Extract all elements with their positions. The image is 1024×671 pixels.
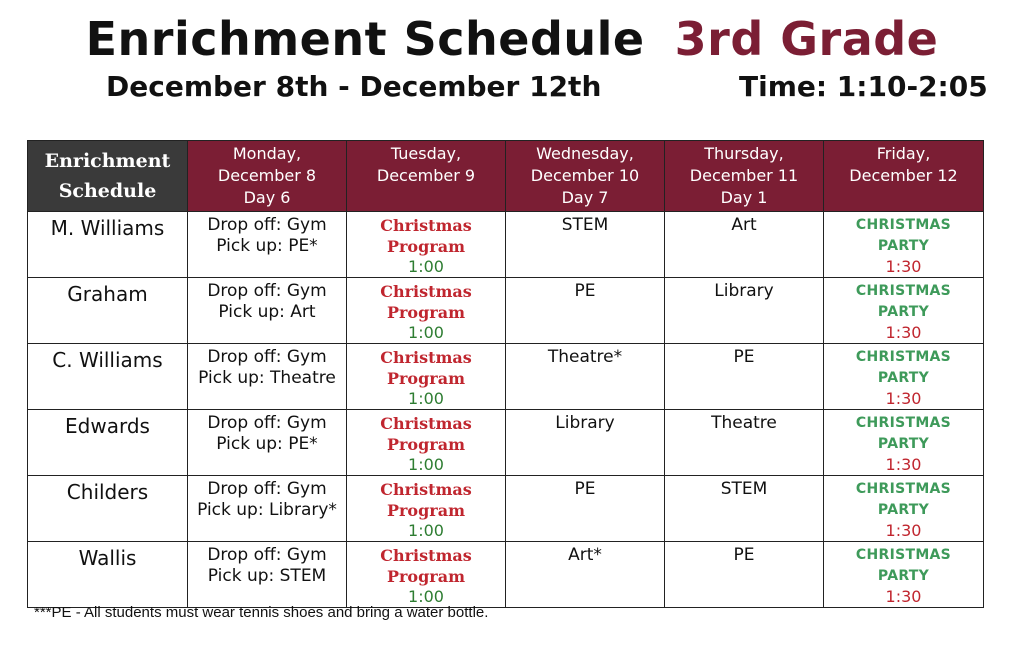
teacher-cell: M. Williams: [28, 212, 188, 278]
monday-cell: [188, 212, 347, 278]
header-line: December 9: [376, 166, 476, 185]
monday-cell: [188, 344, 347, 410]
header-line: December 8: [217, 166, 317, 185]
teacher-cell: Graham: [28, 278, 188, 344]
date-range: December 8th - December 12th: [106, 70, 602, 103]
dropoff-text: Drop off: Gym: [207, 479, 327, 499]
header-line: December 12: [849, 166, 958, 185]
schedule-body: [28, 212, 984, 608]
event-name: CHRISTMAS: [855, 283, 952, 299]
table-row: [28, 278, 984, 344]
monday-cell: [188, 410, 347, 476]
event-name: CHRISTMAS: [855, 481, 952, 497]
wednesday-cell: STEM: [506, 212, 665, 278]
tuesday-cell: [347, 410, 506, 476]
event-name: PARTY: [877, 238, 930, 254]
dropoff-text: Drop off: Gym: [207, 215, 327, 235]
thursday-cell: PE: [665, 344, 824, 410]
event-name: Program: [386, 501, 466, 520]
column-header-thursday: [665, 141, 824, 212]
column-header-tuesday: [347, 141, 506, 212]
table-row: [28, 410, 984, 476]
table-row: [28, 542, 984, 608]
corner-header: [28, 141, 188, 212]
dropoff-text: Drop off: Gym: [207, 413, 327, 433]
event-name: Christmas: [380, 414, 472, 433]
event-name: Program: [386, 435, 466, 454]
friday-cell: [824, 212, 984, 278]
event-time: 1:00: [408, 257, 444, 276]
event-time: 1:30: [885, 389, 922, 408]
friday-cell: [824, 344, 984, 410]
event-time: 1:30: [885, 455, 922, 474]
corner-line: Enrichment: [44, 150, 171, 172]
header-line: December 10: [530, 166, 640, 185]
wednesday-cell: Library: [506, 410, 665, 476]
pickup-text: Pick up: PE*: [216, 434, 318, 454]
tuesday-cell: [347, 278, 506, 344]
tuesday-cell: [347, 212, 506, 278]
header-line: Tuesday,: [390, 144, 462, 163]
teacher-cell: Wallis: [28, 542, 188, 608]
thursday-cell: PE: [665, 542, 824, 608]
column-header-wednesday: [506, 141, 665, 212]
event-name: Christmas: [380, 216, 472, 235]
event-time: 1:00: [408, 521, 444, 540]
teacher-cell: Childers: [28, 476, 188, 542]
dropoff-text: Drop off: Gym: [207, 347, 327, 367]
teacher-cell: C. Williams: [28, 344, 188, 410]
event-name: CHRISTMAS: [855, 349, 952, 365]
monday-cell: [188, 476, 347, 542]
event-name: Christmas: [380, 282, 472, 301]
event-name: CHRISTMAS: [855, 415, 952, 431]
schedule-table: [27, 140, 984, 608]
friday-cell: [824, 278, 984, 344]
monday-cell: [188, 542, 347, 608]
time-range: Time: 1:10-2:05: [739, 70, 988, 103]
pickup-text: Pick up: PE*: [216, 236, 318, 256]
header-line: [347, 187, 505, 209]
event-time: 1:00: [408, 389, 444, 408]
header-line: Friday,: [876, 144, 931, 163]
table-row: [28, 344, 984, 410]
pickup-text: Pick up: Art: [218, 302, 316, 322]
dropoff-text: Drop off: Gym: [207, 545, 327, 565]
tuesday-cell: [347, 542, 506, 608]
event-time: 1:30: [885, 323, 922, 342]
tuesday-cell: [347, 476, 506, 542]
event-name: PARTY: [877, 502, 930, 518]
column-header-friday: [824, 141, 984, 212]
event-time: 1:00: [408, 587, 444, 606]
event-time: 1:00: [408, 455, 444, 474]
event-name: Christmas: [380, 546, 472, 565]
header-row: [28, 141, 984, 212]
event-time: 1:30: [885, 521, 922, 540]
page-title: [0, 12, 1024, 66]
event-name: Program: [386, 303, 466, 322]
event-time: 1:30: [885, 587, 922, 606]
footnote: ***PE - All students must wear tennis shoes and bring a water bottle.: [34, 604, 489, 621]
table-row: [28, 212, 984, 278]
header-line: Day 6: [243, 188, 291, 207]
thursday-cell: Art: [665, 212, 824, 278]
grade-text: 3rd Grade: [674, 12, 939, 66]
thursday-cell: STEM: [665, 476, 824, 542]
wednesday-cell: PE: [506, 278, 665, 344]
header-line: Day 7: [561, 188, 609, 207]
wednesday-cell: PE: [506, 476, 665, 542]
pickup-text: Pick up: Library*: [197, 500, 337, 520]
event-name: Program: [386, 369, 466, 388]
friday-cell: [824, 476, 984, 542]
event-name: Program: [386, 567, 466, 586]
friday-cell: [824, 410, 984, 476]
event-name: PARTY: [877, 436, 930, 452]
column-header-monday: [188, 141, 347, 212]
wednesday-cell: Art*: [506, 542, 665, 608]
teacher-cell: Edwards: [28, 410, 188, 476]
thursday-cell: Theatre: [665, 410, 824, 476]
header-line: Thursday,: [704, 144, 784, 163]
table-row: [28, 476, 984, 542]
pickup-text: Pick up: Theatre: [198, 368, 336, 388]
friday-cell: [824, 542, 984, 608]
title-text: Enrichment Schedule: [85, 12, 645, 66]
header-line: December 11: [689, 166, 799, 185]
wednesday-cell: Theatre*: [506, 344, 665, 410]
tuesday-cell: [347, 344, 506, 410]
monday-cell: [188, 278, 347, 344]
header-line: [824, 187, 983, 209]
event-name: PARTY: [877, 304, 930, 320]
thursday-cell: Library: [665, 278, 824, 344]
event-name: Christmas: [380, 480, 472, 499]
event-name: CHRISTMAS: [855, 217, 952, 233]
header-line: Wednesday,: [536, 144, 634, 163]
header-line: Monday,: [232, 144, 302, 163]
event-time: 1:00: [408, 323, 444, 342]
event-name: Program: [386, 237, 466, 256]
corner-line: Schedule: [58, 180, 157, 202]
event-name: PARTY: [877, 370, 930, 386]
header-line: Day 1: [720, 188, 768, 207]
event-name: Christmas: [380, 348, 472, 367]
event-time: 1:30: [885, 257, 922, 276]
dropoff-text: Drop off: Gym: [207, 281, 327, 301]
event-name: CHRISTMAS: [855, 547, 952, 563]
event-name: PARTY: [877, 568, 930, 584]
pickup-text: Pick up: STEM: [207, 566, 327, 586]
